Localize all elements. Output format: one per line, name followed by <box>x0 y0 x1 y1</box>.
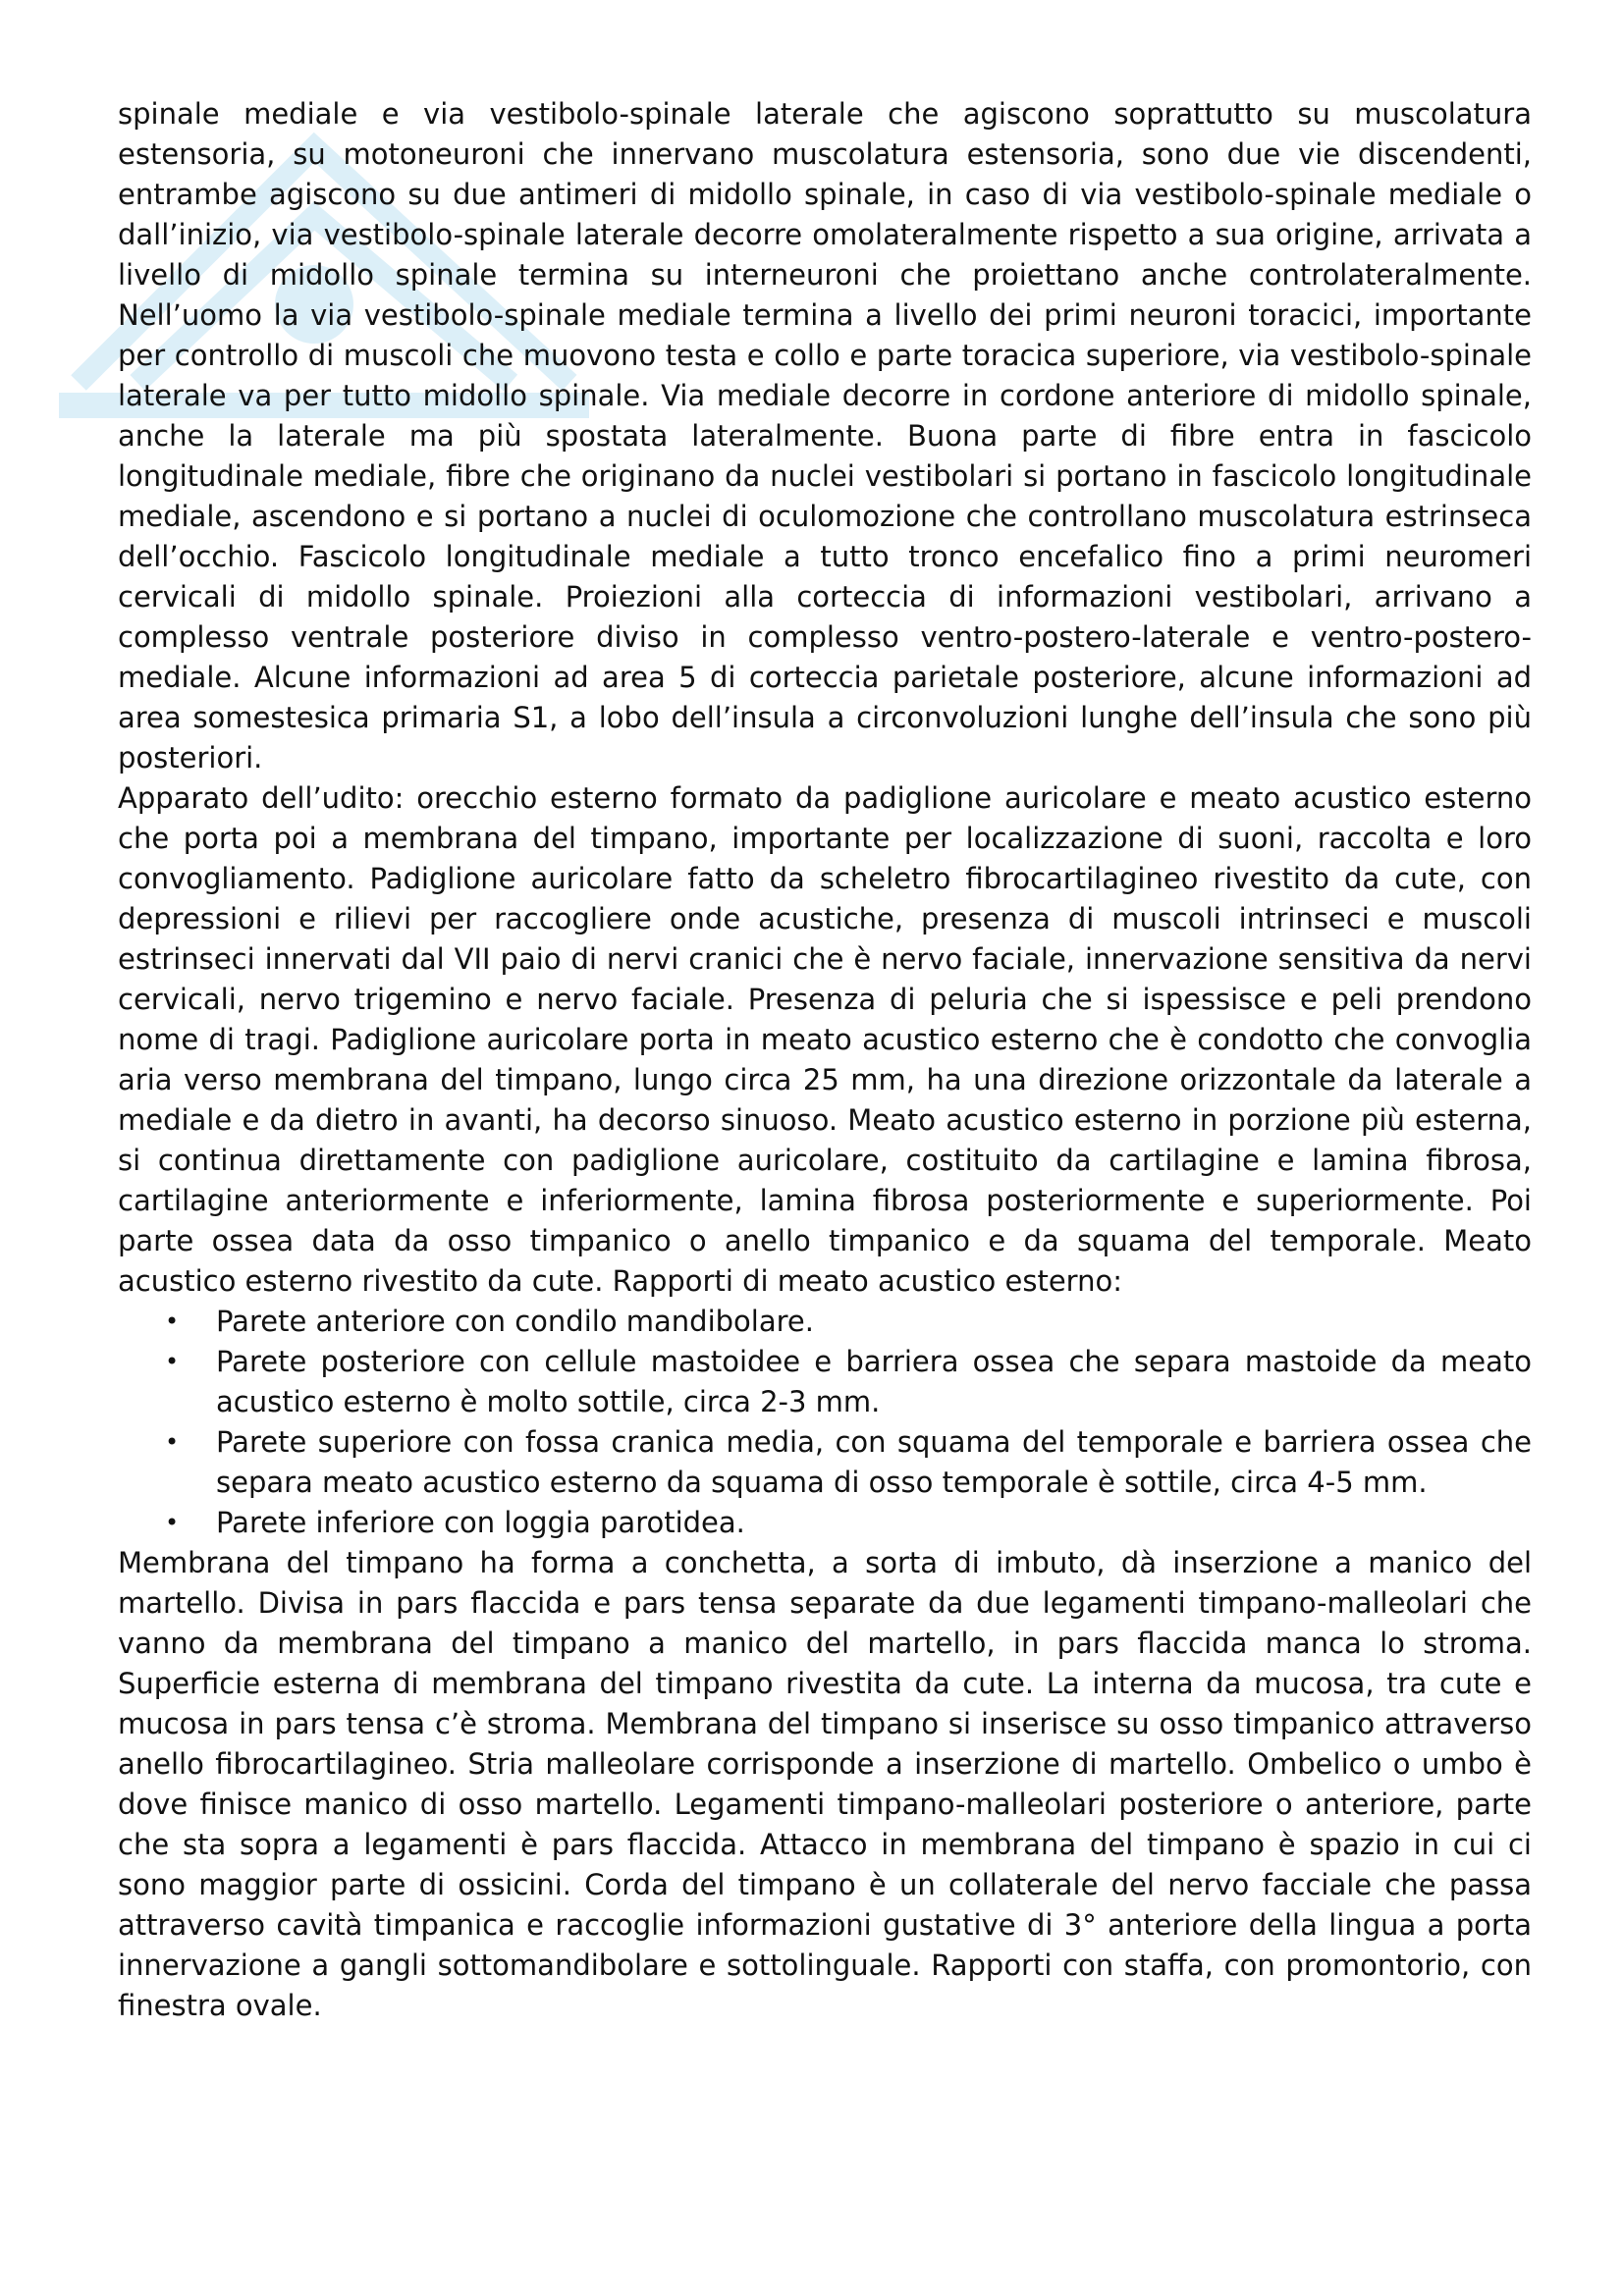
list-item-text: Parete anteriore con condilo mandibolare. <box>216 1305 814 1338</box>
paragraph-tympanic-membrane: Membrana del timpano ha forma a conchetta, a sorta di imbuto, dà inserzione a manico del martello. Divisa in pars flaccida e pars tensa separate da due legamenti timpano-malleolari che vanno da membrana del timpano a manico del martello, in pars flaccida manca lo stroma. Superficie esterna di membrana del timpano rivestita da cute. La interna da mucosa, tra cute e mucosa in pars tensa c’è stroma. Membrana del timpano si inserisce su osso timpanico attraverso anello fibrocartilagineo. Stria malleolare corrisponde a inserzione di martello. Ombelico o umbo è dove finisce manico di osso martello. Legamenti timpano-malleolari posteriore o anteriore, parte che sta sopra a legamenti è pars flaccida. Attacco in membrana del timpano è spazio in cui ci sono maggior parte di ossicini. Corda del timpano è un collaterale del nervo facciale che passa attraverso cavità timpanica e raccoglie informazioni gustative di 3° anteriore della lingua a porta innervazione a gangli sottomandibolare e sottolinguale. Rapporti con staffa, con promontorio, con finestra ovale. <box>118 1546 1532 2022</box>
bullet-icon: • <box>165 1509 180 1536</box>
bullet-list-meatus-relations <box>118 1302 1532 1543</box>
bullet-icon: • <box>165 1428 180 1456</box>
list-item <box>118 1503 1532 1543</box>
list-item <box>118 1422 1532 1503</box>
list-item-text: Parete posteriore con cellule mastoidee e barriera ossea che separa mastoide da meato acustico esterno è molto sottile, circa 2-3 mm. <box>216 1345 1532 1418</box>
paragraph-hearing-apparatus: Apparato dell’udito: orecchio esterno formato da padiglione auricolare e meato acustico esterno che porta poi a membrana del timpano, importante per localizzazione di suoni, raccolta e loro convogliamento. Padiglione auricolare fatto da scheletro fibrocartilagineo rivestito da cute, con depressioni e rilievi per raccogliere onde acustiche, presenza di muscoli intrinseci e muscoli estrinseci innervati dal VII paio di nervi cranici che è nervo faciale, innervazione sensitiva da nervi cervicali, nervo trigemino e nervo faciale. Presenza di peluria che si ispessisce e peli prendono nome di tragi. Padiglione auricolare porta in meato acustico esterno che è condotto che convoglia aria verso membrana del timpano, lungo circa 25 mm, ha una direzione orizzontale da laterale a mediale e da dietro in avanti, ha decorso sinuoso. Meato acustico esterno in porzione più esterna, si continua direttamente con padiglione auricolare, costituito da cartilagine e lamina fibrosa, cartilagine anteriormente e inferiormente, lamina fibrosa posteriormente e superiormente. Poi parte ossea data da osso timpanico o anello timpanico e da squama del temporale. Meato acustico esterno rivestito da cute. Rapporti di meato acustico esterno: <box>118 781 1532 1298</box>
paragraph-vestibulospinal: spinale mediale e via vestibolo-spinale laterale che agiscono soprattutto su muscolatura estensoria, su motoneuroni che innervano muscolatura estensoria, sono due vie discendenti, entrambe agiscono su due antimeri di midollo spinale, in caso di via vestibolo-spinale mediale o dall’inizio, via vestibolo-spinale laterale decorre omolateralmente rispetto a sua origine, arrivata a livello di midollo spinale termina su interneuroni che proiettano anche controlateralmente. Nell’uomo la via vestibolo-spinale mediale termina a livello dei primi neuroni toracici, importante per controllo di muscoli che muovono testa e collo e parte toracica superiore, via vestibolo-spinale laterale va per tutto midollo spinale. Via mediale decorre in cordone anteriore di midollo spinale, anche la laterale ma più spostata lateralmente. Buona parte di fibre entra in fascicolo longitudinale mediale, fibre che originano da nuclei vestibolari si portano in fascicolo longitudinale mediale, ascendono e si portano a nuclei di oculomozione che controllano muscolatura estrinseca dell’occhio. Fascicolo longitudinale mediale a tutto tronco encefalico fino a primi neuromeri cervicali di midollo spinale. Proiezioni alla corteccia di informazioni vestibolari, arrivano a complesso ventrale posteriore diviso in complesso ventro-postero-laterale e ventro-postero-mediale. Alcune informazioni ad area 5 di corteccia parietale posteriore, alcune informazioni ad area somestesica primaria S1, a lobo dell’insula a circonvoluzioni lunghe dell’insula che sono più posteriori. <box>118 97 1532 774</box>
document-body <box>118 94 1532 2026</box>
bullet-icon: • <box>165 1348 180 1375</box>
list-item <box>118 1342 1532 1422</box>
list-item <box>118 1302 1532 1342</box>
list-item-text: Parete superiore con fossa cranica media, con squama del temporale e barriera ossea che separa meato acustico esterno da squama di osso temporale è sottile, circa 4-5 mm. <box>216 1425 1532 1499</box>
bullet-icon: • <box>165 1308 180 1335</box>
list-item-text: Parete inferiore con loggia parotidea. <box>216 1506 745 1539</box>
